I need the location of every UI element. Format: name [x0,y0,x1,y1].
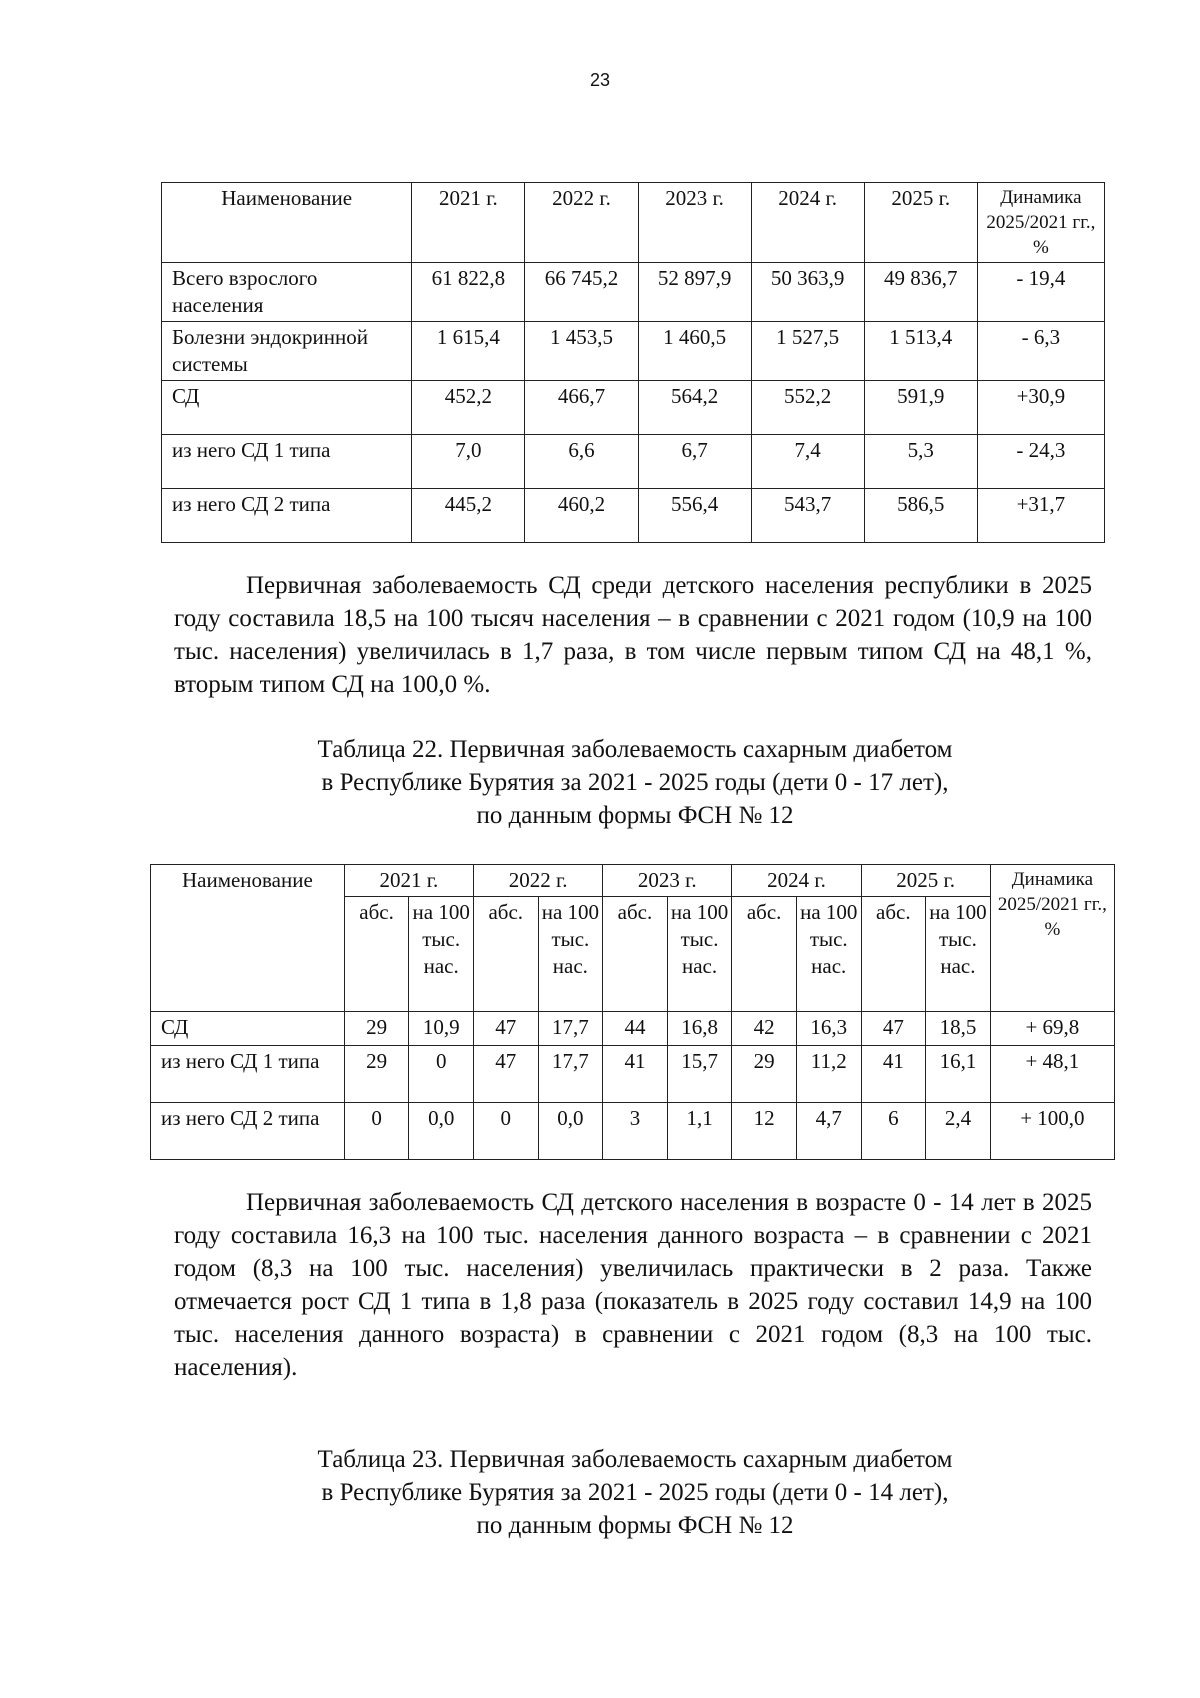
table-cell: 1 453,5 [525,322,638,381]
table-cell-dynamics: + 100,0 [990,1103,1114,1160]
column-header-dynamics: Динамика 2025/2021 гг., % [977,183,1104,263]
table-cell: 41 [861,1046,926,1103]
subheader-abs: абс. [473,897,538,1012]
table-row [162,263,1105,322]
column-header-year: 2021 г. [412,183,525,263]
subheader-abs: абс. [732,897,797,1012]
row-label: Всего взрослого населения [162,263,412,322]
table-cell: 0 [409,1046,474,1103]
table-cell: 17,7 [538,1012,603,1046]
table-cell: 1 527,5 [751,322,864,381]
row-label: Болезни эндокринной системы [162,322,412,381]
table-cell: 0,0 [538,1103,603,1160]
column-header-dynamics: Динамика 2025/2021 гг., % [990,865,1114,1012]
table-cell: 29 [732,1046,797,1103]
table-cell: 18,5 [926,1012,991,1046]
table-cell: 6,7 [638,435,751,489]
table-cell: 66 745,2 [525,263,638,322]
subheader-per-100k: на 100 тыс. нас. [538,897,603,1012]
table-header-row [162,183,1105,263]
subheader-per-100k: на 100 тыс. нас. [926,897,991,1012]
table-cell: 564,2 [638,381,751,435]
table-cell: 1,1 [667,1103,732,1160]
table-cell: 591,9 [864,381,977,435]
table-cell: 466,7 [525,381,638,435]
table22-caption-line2: в Республике Бурятия за 2021 - 2025 годы (дети 0 - 17 лет), [321,769,949,796]
row-label: СД [151,1012,345,1046]
table-row [162,435,1105,489]
table-cell: 10,9 [409,1012,474,1046]
table-cell: 47 [861,1012,926,1046]
table-cell: 556,4 [638,489,751,543]
adult-morbidity-table [161,182,1105,543]
table-row [151,1103,1115,1160]
table-cell: 3 [603,1103,668,1160]
row-label: из него СД 1 типа [151,1046,345,1103]
table-cell: 6 [861,1103,926,1160]
table-cell: 12 [732,1103,797,1160]
paragraph-children-0-14: Первичная заболеваемость СД детского населения в возрасте 0 - 14 лет в 2025 году составила 16,3 на 100 тыс. населения данного возраста – в сравнении с 2021 годом (8,3 на 100 тыс. населения) увеличилась практически в 2 раза. Также отмечается рост СД 1 типа в 1,8 раза (показатель в 2025 году составил 14,9 на 100 тыс. населения данного возраста) в сравнении с 2021 годом (8,3 на 100 тыс. населения). [174,1189,1092,1381]
table-cell: 16,8 [667,1012,732,1046]
table-row [162,381,1105,435]
table-cell: +30,9 [977,381,1104,435]
subheader-abs: абс. [344,897,409,1012]
table-cell: +31,7 [977,489,1104,543]
table-cell: 543,7 [751,489,864,543]
row-label: из него СД 1 типа [162,435,412,489]
table-cell: 47 [473,1012,538,1046]
column-header-year: 2025 г. [864,183,977,263]
table-row [162,489,1105,543]
column-header-year: 2023 г. [638,183,751,263]
table-cell: 42 [732,1012,797,1046]
subheader-abs: абс. [603,897,668,1012]
column-header-year: 2023 г. [603,865,732,897]
table23-caption-line1: Таблица 23. Первичная заболеваемость сахарным диабетом [317,1446,953,1473]
column-header-name: Наименование [151,865,345,1012]
table-cell: 15,7 [667,1046,732,1103]
row-label: СД [162,381,412,435]
table-cell: 0 [473,1103,538,1160]
table-cell: 7,4 [751,435,864,489]
column-header-year: 2024 г. [751,183,864,263]
table22-caption-line3: по данным формы ФСН № 12 [476,802,794,829]
table-cell-dynamics: + 48,1 [990,1046,1114,1103]
column-header-year: 2025 г. [861,865,990,897]
table-cell: - 6,3 [977,322,1104,381]
column-header-year: 2022 г. [473,865,602,897]
table-cell: 452,2 [412,381,525,435]
table-cell: 552,2 [751,381,864,435]
table22-caption-line1: Таблица 22. Первичная заболеваемость сахарным диабетом [317,736,953,763]
table-cell: - 19,4 [977,263,1104,322]
table-cell: 52 897,9 [638,263,751,322]
table-cell: 0,0 [409,1103,474,1160]
subheader-per-100k: на 100 тыс. нас. [409,897,474,1012]
table-cell: 16,3 [796,1012,861,1046]
table-row [162,322,1105,381]
table-cell: 7,0 [412,435,525,489]
table-header-row [151,865,1115,897]
table-cell: 17,7 [538,1046,603,1103]
table-cell: 29 [344,1012,409,1046]
column-header-year: 2022 г. [525,183,638,263]
table-cell: 49 836,7 [864,263,977,322]
table-cell: 2,4 [926,1103,991,1160]
column-header-name: Наименование [162,183,412,263]
subheader-abs: абс. [861,897,926,1012]
table22-children-0-17 [150,864,1115,1160]
table-cell: 29 [344,1046,409,1103]
table23-caption-line3: по данным формы ФСН № 12 [476,1512,794,1539]
table-cell: 47 [473,1046,538,1103]
row-label: из него СД 2 типа [151,1103,345,1160]
table-cell: - 24,3 [977,435,1104,489]
table-cell: 50 363,9 [751,263,864,322]
table-cell: 5,3 [864,435,977,489]
subheader-per-100k: на 100 тыс. нас. [667,897,732,1012]
table-cell: 61 822,8 [412,263,525,322]
subheader-per-100k: на 100 тыс. нас. [796,897,861,1012]
table-cell: 445,2 [412,489,525,543]
table-cell: 44 [603,1012,668,1046]
table23-caption-line2: в Республике Бурятия за 2021 - 2025 годы (дети 0 - 14 лет), [321,1479,949,1506]
row-label: из него СД 2 типа [162,489,412,543]
table-cell: 0 [344,1103,409,1160]
column-header-year: 2021 г. [344,865,473,897]
table-cell: 4,7 [796,1103,861,1160]
table-cell: 460,2 [525,489,638,543]
table-cell-dynamics: + 69,8 [990,1012,1114,1046]
paragraph-children-morbidity: Первичная заболеваемость СД среди детского населения республики в 2025 году составила 18,5 на 100 тысяч населения – в сравнении с 2021 годом (10,9 на 100 тыс. населения) увеличилась в 1,7 раза, в том числе первым типом СД на 48,1 %, вторым типом СД на 100,0 %. [174,572,1092,698]
table-cell: 41 [603,1046,668,1103]
column-header-year: 2024 г. [732,865,861,897]
table-cell: 16,1 [926,1046,991,1103]
table-cell: 1 615,4 [412,322,525,381]
table-cell: 1 513,4 [864,322,977,381]
table-cell: 1 460,5 [638,322,751,381]
table-cell: 11,2 [796,1046,861,1103]
table-row [151,1012,1115,1046]
page-number: 23 [589,70,611,90]
table-cell: 586,5 [864,489,977,543]
table-cell: 6,6 [525,435,638,489]
table-row [151,1046,1115,1103]
